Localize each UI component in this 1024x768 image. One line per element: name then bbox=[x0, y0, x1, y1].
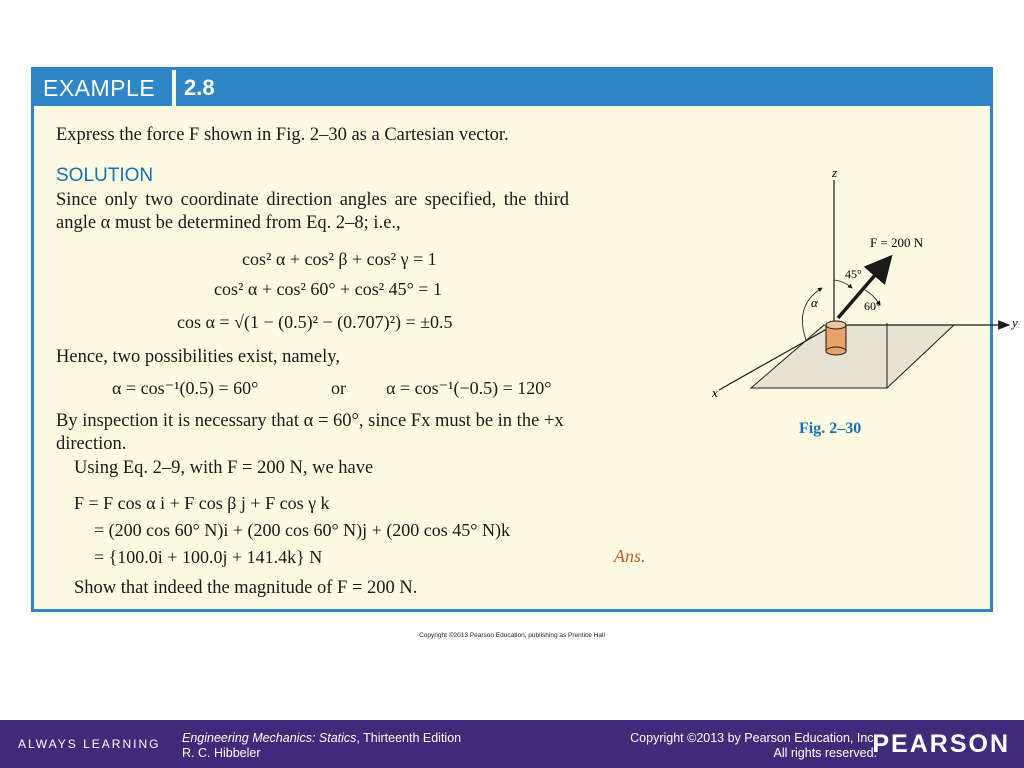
z-label: z bbox=[832, 165, 838, 180]
angle-60-label: 60° bbox=[864, 299, 881, 313]
pearson-logo: PEARSON bbox=[872, 730, 1010, 758]
example-panel bbox=[31, 67, 1018, 612]
figure-2-30 bbox=[674, 165, 1018, 415]
book-edition: , Thirteenth Edition bbox=[356, 731, 462, 745]
solution-heading: SOLUTION bbox=[56, 165, 154, 186]
copyright-line2: All rights reserved. bbox=[773, 746, 877, 760]
x-axis-far bbox=[719, 386, 726, 390]
angle-45-label: 45° bbox=[845, 267, 862, 281]
solution-para1-line2: angle α must be determined from Eq. 2–8; i.e., bbox=[56, 213, 401, 233]
alpha-label: α bbox=[811, 295, 818, 310]
always-learning: ALWAYS LEARNING bbox=[18, 737, 161, 751]
book-author: R. C. Hibbeler bbox=[182, 746, 261, 760]
copyright-block bbox=[630, 731, 877, 761]
y-label: y bbox=[1012, 315, 1018, 330]
base-plate bbox=[751, 325, 954, 388]
hence-text: Hence, two possibilities exist, namely, bbox=[56, 347, 340, 367]
equation-4-right: α = cos⁻¹(−0.5) = 120° bbox=[386, 378, 552, 398]
copyright-line1: Copyright ©2013 by Pearson Education, Inc. bbox=[630, 731, 877, 745]
book-title: Engineering Mechanics: Statics bbox=[182, 731, 357, 745]
show-text: Show that indeed the magnitude of F = 200 N. bbox=[74, 578, 418, 598]
x-label: x bbox=[712, 385, 718, 400]
equation-2: cos² α + cos² 60° + cos² 45° = 1 bbox=[214, 279, 442, 299]
equation-4-or: or bbox=[331, 378, 346, 398]
example-label: EXAMPLE bbox=[43, 75, 156, 101]
equation-4-left: α = cos⁻¹(0.5) = 60° bbox=[112, 378, 259, 398]
example-number: 2.8 bbox=[184, 75, 215, 100]
inspection-line1: By inspection it is necessary that α = 60°, since Fx must be in the +x bbox=[56, 411, 564, 431]
equation-3: cos α = √(1 − (0.5)² − (0.707)²) = ±0.5 bbox=[177, 312, 453, 332]
equation-7: = {100.0i + 100.0j + 141.4k} N bbox=[94, 547, 323, 567]
post-top bbox=[826, 321, 846, 329]
example-header bbox=[34, 70, 990, 106]
equation-1: cos² α + cos² β + cos² γ = 1 bbox=[242, 249, 437, 269]
footer-bar bbox=[0, 720, 1024, 768]
inspection-line2: direction. bbox=[56, 434, 127, 454]
arc-45 bbox=[834, 280, 852, 288]
equation-5: F = F cos α i + F cos β j + F cos γ k bbox=[74, 493, 330, 513]
using-text: Using Eq. 2–9, with F = 200 N, we have bbox=[74, 458, 374, 478]
force-label: F = 200 N bbox=[870, 235, 924, 250]
figure-caption: Fig. 2–30 bbox=[799, 420, 862, 437]
answer-mark: Ans. bbox=[614, 546, 646, 566]
header-divider bbox=[172, 70, 176, 106]
copyright-small: Copyright ©2013 Pearson Education, publishing as Prentice Hall bbox=[419, 632, 605, 639]
book-info bbox=[182, 731, 461, 761]
solution-para1-line1: Since only two coordinate direction angles are specified, the third bbox=[56, 190, 569, 210]
post-base bbox=[826, 347, 846, 355]
problem-statement: Express the force F shown in Fig. 2–30 as a Cartesian vector. bbox=[56, 125, 509, 145]
equation-6: = (200 cos 60° N)i + (200 cos 60° N)j + (200 cos 45° N)k bbox=[94, 520, 510, 540]
